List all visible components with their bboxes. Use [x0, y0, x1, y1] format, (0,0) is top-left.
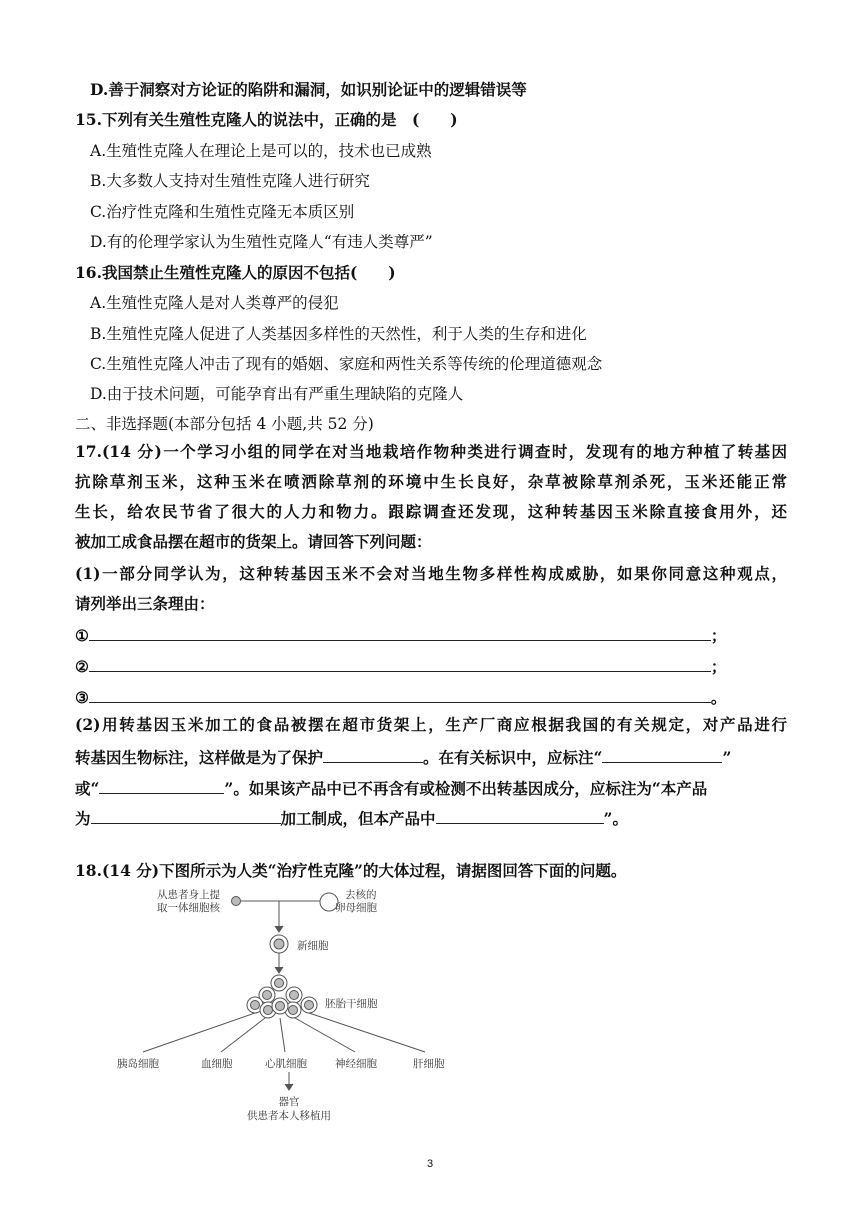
answer-end: ； [710, 626, 727, 645]
q17-stem-line4: 被加工成食品摆在超市的货架上。请回答下列问题： [75, 532, 432, 551]
q17-part2-line2 [75, 746, 731, 768]
q16-option-c: C.生殖性克隆人冲击了现有的婚姻、家庭和两性关系等传统的伦理道德观念 [90, 355, 603, 373]
q17-part1-line2: 请列举出三条理由： [75, 594, 215, 613]
text: ” [722, 748, 732, 767]
answer-blank[interactable] [89, 686, 711, 703]
q15-option-a: A.生殖性克隆人在理论上是可以的，技术也已成熟 [90, 142, 432, 160]
q16-stem: 16.我国禁止生殖性克隆人的原因不包括( ) [75, 263, 396, 282]
q17-part2-line1: (2)用转基因玉米加工的食品被摆在超市货架上，生产厂商应根据我国的有关规定，对产品进行 [75, 715, 787, 734]
transplant-label: 供患者本人移植用 [247, 1110, 331, 1122]
donor-label-line2: 取一体细胞核 [157, 902, 220, 914]
text: ”。如果该产品中已不再含有或检测不出转基因成分，应标注为“本产品 [224, 779, 708, 798]
answer-mark: ③ [75, 688, 89, 707]
q15-option-d: D.有的伦理学家认为生殖性克隆人“有违人类尊严” [90, 233, 433, 251]
answer-end: ； [710, 657, 727, 676]
answer-mark: ① [75, 626, 89, 645]
target-islet: 胰岛细胞 [117, 1058, 159, 1070]
target-nerve: 神经细胞 [335, 1058, 377, 1070]
section-title: 二、非选择题(本部分包括 4 小题,共 52 分) [75, 415, 374, 433]
cloning-diagram [105, 882, 465, 1127]
text: 加工制成，但本产品中 [280, 809, 436, 828]
q16-option-b: B.生殖性克隆人促进了人类基因多样性的天然性，利于人类的生存和进化 [90, 325, 587, 343]
q17-stem-line3: 生长，给农民节省了很大的人力和物力。跟踪调查还发现，这种转基因玉米除直接食用外，还 [75, 502, 787, 521]
q17-stem-line2: 抗除草剂玉米，这种玉米在喷洒除草剂的环境中生长良好，杂草被除草剂杀死，玉米还能正常 [75, 472, 787, 491]
nucleus-icon [232, 897, 241, 906]
fill-blank-protect[interactable] [323, 746, 423, 763]
fill-blank-content[interactable] [436, 807, 604, 824]
q14-option-d: D.善于洞察对方论证的陷阱和漏洞，如识别论证中的逻辑错误等 [90, 80, 527, 99]
target-liver: 肝细胞 [413, 1058, 445, 1070]
q18-stem: 18.(14 分)下图所示为人类“治疗性克隆”的大体过程，请据图回答下面的问题。 [75, 861, 627, 880]
fill-blank-source[interactable] [91, 807, 281, 824]
stemcell-label: 胚胎干细胞 [325, 998, 378, 1010]
page-number: 3 [426, 1158, 434, 1170]
fill-blank-label-1[interactable] [602, 746, 722, 763]
q17-stem-line1: 17.(14 分)一个学习小组的同学在对当地栽培作物种类进行调查时，发现有的地方种植了转基因 [75, 442, 787, 461]
answer-line-3[interactable] [75, 686, 726, 708]
donor-label-line1: 从患者身上提 [157, 889, 220, 901]
q17-part2-line3 [75, 777, 707, 799]
egg-label-line2: 卵母细胞 [335, 902, 377, 914]
q17-part2-line4 [75, 807, 628, 829]
answer-blank[interactable] [89, 655, 711, 672]
stem-cell-cluster [247, 975, 317, 1018]
text: 。在有关标识中，应标注“ [423, 748, 603, 767]
q15-stem: 15.下列有关生殖性克隆人的说法中，正确的是 ( ) [75, 110, 458, 129]
q17-part1-line1: (1)一部分同学认为，这种转基因玉米不会对当地生物多样性构成威胁，如果你同意这种观点， [75, 564, 787, 583]
fill-blank-label-2[interactable] [99, 777, 224, 794]
organ-label: 器官 [278, 1096, 300, 1108]
answer-blank[interactable] [89, 624, 711, 641]
q16-option-a: A.生殖性克隆人是对人类尊严的侵犯 [90, 294, 339, 312]
answer-mark: ② [75, 657, 89, 676]
target-blood: 血细胞 [201, 1058, 233, 1070]
text: 或“ [75, 779, 100, 798]
text: 转基因生物标注，这样做是为了保护 [75, 748, 324, 767]
q15-option-b: B.大多数人支持对生殖性克隆人进行研究 [90, 172, 370, 190]
egg-label-line1: 去核的 [345, 889, 377, 901]
answer-end: 。 [710, 688, 727, 707]
answer-line-1[interactable] [75, 624, 726, 646]
text: 为 [75, 809, 91, 828]
newcell-label: 新细胞 [297, 940, 329, 952]
answer-line-2[interactable] [75, 655, 726, 677]
text: ”。 [603, 809, 628, 828]
target-heart: 心肌细胞 [265, 1058, 307, 1070]
q16-option-d: D.由于技术问题，可能孕育出有严重生理缺陷的克隆人 [90, 385, 464, 403]
q15-option-c: C.治疗性克隆和生殖性克隆无本质区别 [90, 203, 355, 221]
